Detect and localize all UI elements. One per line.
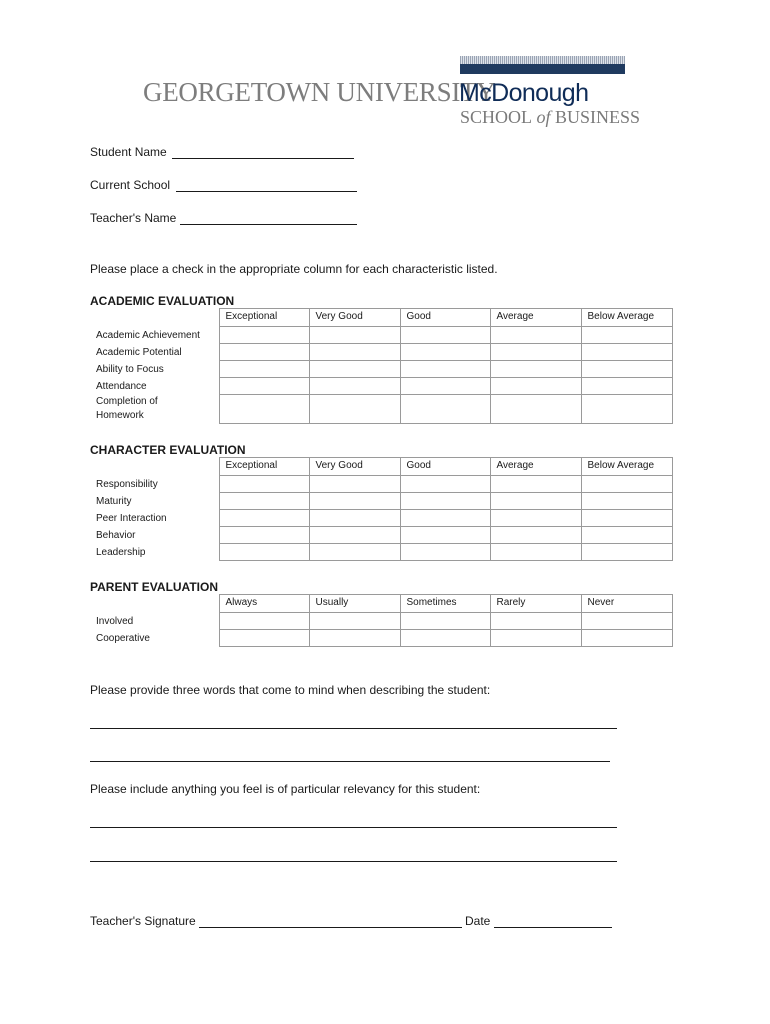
check-cell[interactable] xyxy=(219,361,309,378)
blank-cell xyxy=(90,458,219,476)
relevancy-line-2[interactable] xyxy=(90,861,617,862)
check-cell[interactable] xyxy=(309,378,400,395)
university-name: GEORGETOWN UNIVERSITY xyxy=(143,77,496,107)
column-header: Good xyxy=(400,309,490,327)
check-cell[interactable] xyxy=(581,476,672,493)
relevancy-prompt: Please include anything you feel is of particular relevancy for this student: xyxy=(90,782,481,796)
table-row xyxy=(90,630,672,647)
check-cell[interactable] xyxy=(490,510,581,527)
table-row xyxy=(90,544,672,561)
check-cell[interactable] xyxy=(581,544,672,561)
column-header: Below Average xyxy=(581,309,672,327)
check-cell[interactable] xyxy=(400,476,490,493)
academic-table xyxy=(90,308,673,424)
column-header: Good xyxy=(400,458,490,476)
check-cell[interactable] xyxy=(219,493,309,510)
row-label: Maturity xyxy=(90,493,219,510)
table-header-row xyxy=(90,309,672,327)
table-row xyxy=(90,527,672,544)
university-wordmark xyxy=(143,77,495,108)
column-header: Rarely xyxy=(490,595,581,613)
column-header: Always xyxy=(219,595,309,613)
check-cell[interactable] xyxy=(581,327,672,344)
check-cell[interactable] xyxy=(309,493,400,510)
check-cell[interactable] xyxy=(490,327,581,344)
check-cell[interactable] xyxy=(309,544,400,561)
check-cell[interactable] xyxy=(490,344,581,361)
student-name-field[interactable] xyxy=(172,146,354,159)
check-cell[interactable] xyxy=(309,344,400,361)
check-cell[interactable] xyxy=(490,378,581,395)
business-word: BUSINESS xyxy=(555,107,641,127)
row-label: Attendance xyxy=(90,378,219,395)
signature-field[interactable] xyxy=(199,915,462,928)
three-words-line-2[interactable] xyxy=(90,761,610,762)
check-cell[interactable] xyxy=(309,630,400,647)
check-cell[interactable] xyxy=(581,630,672,647)
signature-label: Teacher's Signature xyxy=(90,914,196,928)
three-words-prompt: Please provide three words that come to mind when describing the student: xyxy=(90,683,491,697)
check-cell[interactable] xyxy=(581,344,672,361)
check-cell[interactable] xyxy=(400,510,490,527)
column-header: Average xyxy=(490,309,581,327)
relevancy-line-1[interactable] xyxy=(90,827,617,828)
check-cell[interactable] xyxy=(400,613,490,630)
table-row xyxy=(90,378,672,395)
check-cell[interactable] xyxy=(219,613,309,630)
column-header: Sometimes xyxy=(400,595,490,613)
row-label: Completion of Homework xyxy=(90,395,219,424)
table-row xyxy=(90,613,672,630)
check-cell[interactable] xyxy=(219,476,309,493)
blank-cell xyxy=(90,309,219,327)
instructions-text: Please place a check in the appropriate column for each characteristic listed. xyxy=(90,262,498,276)
check-cell[interactable] xyxy=(581,527,672,544)
logo-navy-bar xyxy=(460,64,625,74)
parent-section-title: PARENT EVALUATION xyxy=(90,580,218,594)
row-label: Ability to Focus xyxy=(90,361,219,378)
row-label: Academic Potential xyxy=(90,344,219,361)
check-cell[interactable] xyxy=(219,544,309,561)
check-cell[interactable] xyxy=(490,395,581,424)
check-cell[interactable] xyxy=(490,544,581,561)
column-header: Exceptional xyxy=(219,309,309,327)
check-cell[interactable] xyxy=(581,493,672,510)
row-label: Peer Interaction xyxy=(90,510,219,527)
check-cell[interactable] xyxy=(490,476,581,493)
column-header: Never xyxy=(581,595,672,613)
row-label: Involved xyxy=(90,613,219,630)
check-cell[interactable] xyxy=(219,527,309,544)
teacher-name-label: Teacher's Name xyxy=(90,211,177,225)
three-words-line-1[interactable] xyxy=(90,728,617,729)
date-field[interactable] xyxy=(494,915,612,928)
blank-cell xyxy=(90,595,219,613)
check-cell[interactable] xyxy=(581,361,672,378)
table-row xyxy=(90,510,672,527)
check-cell[interactable] xyxy=(400,361,490,378)
check-cell[interactable] xyxy=(219,327,309,344)
academic-section-title: ACADEMIC EVALUATION xyxy=(90,294,235,308)
table-row xyxy=(90,476,672,493)
check-cell[interactable] xyxy=(490,361,581,378)
check-cell[interactable] xyxy=(309,395,400,424)
check-cell[interactable] xyxy=(400,327,490,344)
table-row xyxy=(90,493,672,510)
check-cell[interactable] xyxy=(581,378,672,395)
check-cell[interactable] xyxy=(400,544,490,561)
row-label: Cooperative xyxy=(90,630,219,647)
column-header: Exceptional xyxy=(219,458,309,476)
check-cell[interactable] xyxy=(581,395,672,424)
check-cell[interactable] xyxy=(490,527,581,544)
check-cell[interactable] xyxy=(400,395,490,424)
column-header: Average xyxy=(490,458,581,476)
current-school-label: Current School xyxy=(90,178,171,192)
check-cell[interactable] xyxy=(309,327,400,344)
check-cell[interactable] xyxy=(400,344,490,361)
table-row xyxy=(90,361,672,378)
table-row xyxy=(90,395,672,424)
check-cell[interactable] xyxy=(309,527,400,544)
teacher-name-field[interactable] xyxy=(180,212,357,225)
table-header-row xyxy=(90,595,672,613)
check-cell[interactable] xyxy=(219,395,309,424)
column-header: Very Good xyxy=(309,458,400,476)
student-name-label: Student Name xyxy=(90,145,167,159)
character-section-title: CHARACTER EVALUATION xyxy=(90,443,246,457)
check-cell[interactable] xyxy=(400,378,490,395)
check-cell[interactable] xyxy=(400,630,490,647)
check-cell[interactable] xyxy=(490,493,581,510)
school-subtitle xyxy=(460,107,640,128)
row-label: Behavior xyxy=(90,527,219,544)
check-cell[interactable] xyxy=(400,527,490,544)
check-cell[interactable] xyxy=(490,630,581,647)
row-label: Leadership xyxy=(90,544,219,561)
logo-pattern-bar xyxy=(460,56,625,64)
check-cell[interactable] xyxy=(219,630,309,647)
school-name: McDonough xyxy=(459,79,589,107)
school-word: SCHOOL xyxy=(460,107,533,127)
check-cell[interactable] xyxy=(219,378,309,395)
table-row xyxy=(90,327,672,344)
check-cell[interactable] xyxy=(400,493,490,510)
parent-table xyxy=(90,594,673,647)
character-table xyxy=(90,457,673,561)
check-cell[interactable] xyxy=(219,510,309,527)
of-word: of xyxy=(536,107,551,127)
check-cell[interactable] xyxy=(309,361,400,378)
column-header: Very Good xyxy=(309,309,400,327)
column-header: Usually xyxy=(309,595,400,613)
check-cell[interactable] xyxy=(490,613,581,630)
table-header-row xyxy=(90,458,672,476)
check-cell[interactable] xyxy=(309,510,400,527)
check-cell[interactable] xyxy=(219,344,309,361)
current-school-field[interactable] xyxy=(176,179,357,192)
column-header: Below Average xyxy=(581,458,672,476)
date-label: Date xyxy=(465,914,491,928)
row-label: Academic Achievement xyxy=(90,327,219,344)
row-label: Responsibility xyxy=(90,476,219,493)
table-row xyxy=(90,344,672,361)
check-cell[interactable] xyxy=(309,613,400,630)
check-cell[interactable] xyxy=(309,476,400,493)
check-cell[interactable] xyxy=(581,613,672,630)
check-cell[interactable] xyxy=(581,510,672,527)
